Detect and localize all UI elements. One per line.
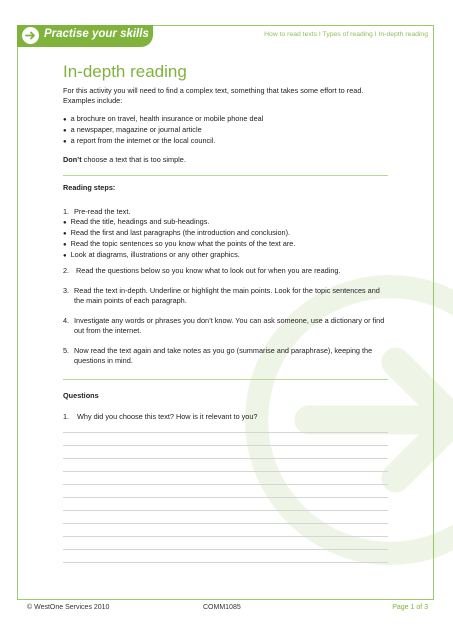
step-number: 2. bbox=[63, 266, 70, 275]
answer-line[interactable] bbox=[63, 458, 388, 459]
question-number: 1. bbox=[63, 412, 70, 421]
step-text: Investigate any words or phrases you don’t know. You can ask someone, use a dictionary or find out from the internet. bbox=[74, 316, 385, 335]
arrow-circle-icon bbox=[22, 27, 39, 44]
step-4 bbox=[63, 316, 393, 336]
footer-copyright: © WestOne Services 2010 bbox=[27, 604, 110, 611]
divider bbox=[63, 175, 388, 176]
footer-page-number: Page 1 of 3 bbox=[392, 604, 428, 611]
step-1-bullets bbox=[63, 217, 393, 261]
step-3 bbox=[63, 286, 393, 306]
divider bbox=[63, 379, 388, 380]
badge-label: Practise your skills bbox=[44, 28, 149, 40]
practise-badge bbox=[17, 25, 153, 47]
step-text: Read the questions below so you know what to look out for when you are reading. bbox=[74, 266, 341, 275]
list-item: ● Read the title, headings and sub-headings. bbox=[63, 217, 393, 228]
answer-line[interactable] bbox=[63, 484, 388, 485]
intro-paragraph: For this activity you will need to find a complex text, something that takes some effort to read. Examples include: bbox=[63, 86, 364, 105]
answer-line[interactable] bbox=[63, 536, 388, 537]
step-text: Pre-read the text. bbox=[74, 207, 131, 216]
page-title: In-depth reading bbox=[63, 62, 187, 81]
answer-line[interactable] bbox=[63, 471, 388, 472]
step-5 bbox=[63, 346, 393, 366]
list-item: ● Look at diagrams, illustrations or any other graphics. bbox=[63, 250, 393, 261]
question-text: Why did you choose this text? How is it relevant to you? bbox=[77, 412, 258, 421]
steps-heading: Reading steps: bbox=[63, 183, 116, 192]
warning-rest: choose a text that is too simple. bbox=[81, 155, 186, 164]
step-2 bbox=[63, 266, 393, 276]
list-item: ● Read the topic sentences so you know what the points of the text are. bbox=[63, 239, 393, 250]
answer-line[interactable] bbox=[63, 445, 388, 446]
step-text: Read the text in-depth. Underline or highlight the main points. Look for the topic sentences and the main points of each paragraph. bbox=[74, 286, 380, 305]
step-number: 5. bbox=[63, 346, 70, 355]
answer-line[interactable] bbox=[63, 549, 388, 550]
list-item: ● a report from the internet or the local council. bbox=[63, 136, 263, 147]
warning-text bbox=[63, 155, 186, 165]
list-item: ● Read the first and last paragraphs (the introduction and conclusion). bbox=[63, 228, 393, 239]
step-1 bbox=[63, 207, 393, 261]
breadcrumb: How to read texts I Types of reading I In-depth reading bbox=[264, 31, 428, 38]
step-text: Now read the text again and take notes as you go (summarise and paraphrase), keeping the questions in mind. bbox=[74, 346, 373, 365]
answer-line[interactable] bbox=[63, 497, 388, 498]
list-item: ● a newspaper, magazine or journal article bbox=[63, 125, 263, 136]
answer-line[interactable] bbox=[63, 510, 388, 511]
step-number: 4. bbox=[63, 316, 70, 325]
step-number: 1. bbox=[63, 207, 70, 216]
footer-code: COMM1085 bbox=[203, 604, 241, 611]
list-item: ● a brochure on travel, health insurance or mobile phone deal bbox=[63, 114, 263, 125]
answer-line[interactable] bbox=[63, 523, 388, 524]
warning-bold: Don’t bbox=[63, 155, 82, 164]
answer-line[interactable] bbox=[63, 432, 388, 433]
answer-line[interactable] bbox=[63, 562, 388, 563]
step-number: 3. bbox=[63, 286, 70, 295]
question-1 bbox=[63, 412, 393, 422]
examples-list bbox=[63, 114, 263, 147]
questions-heading: Questions bbox=[63, 391, 99, 400]
